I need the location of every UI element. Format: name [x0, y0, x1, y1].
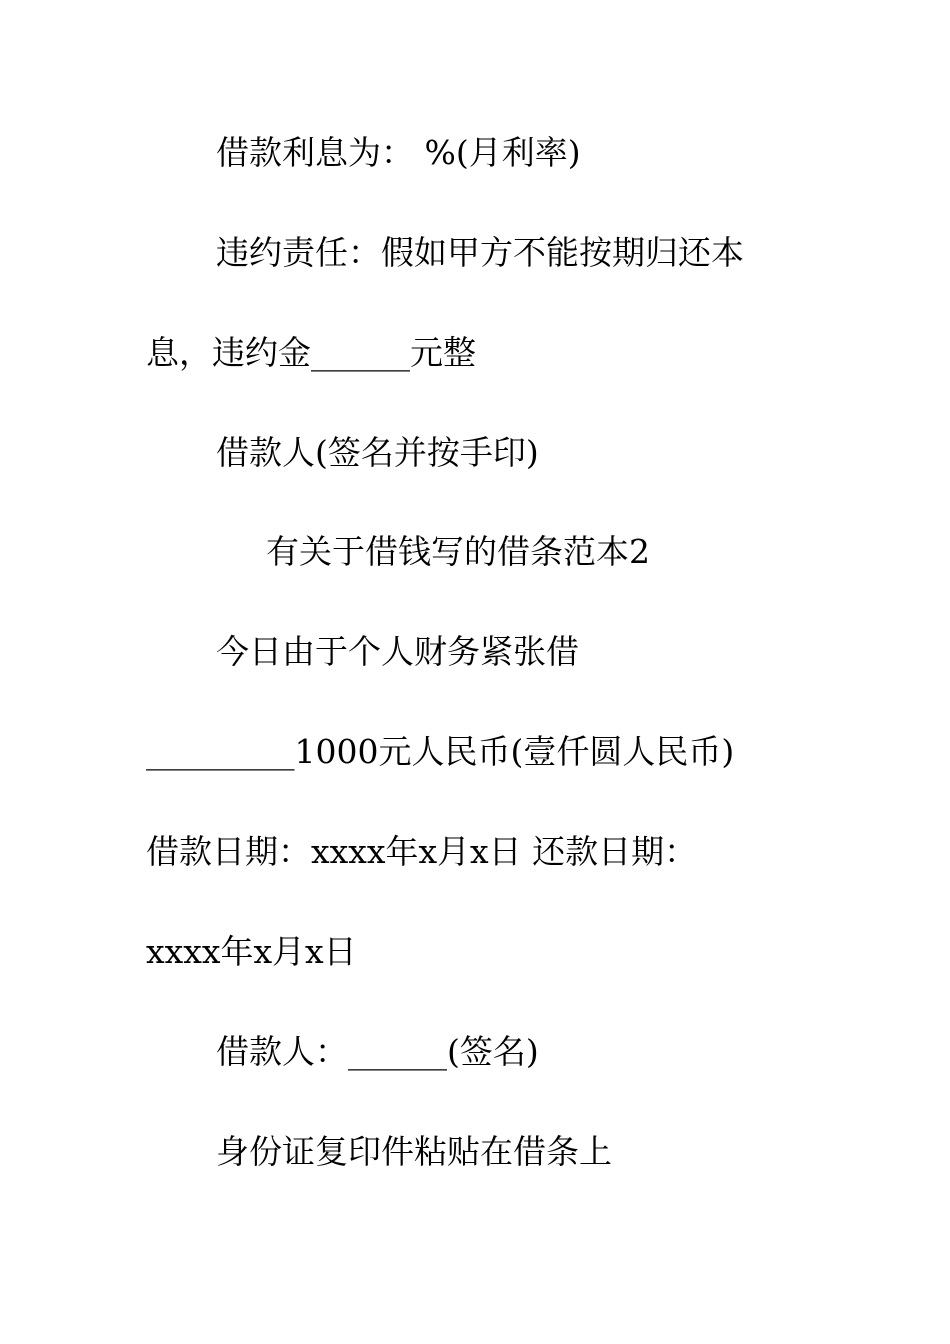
repayment-date-line: xxxx年x月x日: [146, 932, 357, 971]
borrower-signature-line: 借款人(签名并按手印): [216, 433, 539, 472]
loan-amount-line: _________1000元人民币(壹仟圆人民币): [146, 732, 735, 771]
section-heading: 有关于借钱写的借条范本2: [266, 532, 650, 571]
borrower-name-line: 借款人：______(签名): [216, 1032, 539, 1071]
interest-rate-line: 借款利息为： %(月利率): [216, 133, 581, 172]
reason-line: 今日由于个人财务紧张借: [216, 632, 579, 671]
loan-date-line: 借款日期：xxxx年x月x日 还款日期：: [146, 832, 698, 871]
id-copy-note-line: 身份证复印件粘贴在借条上: [216, 1132, 612, 1171]
penalty-amount-line: 息，违约金______元整: [146, 333, 476, 372]
liability-line: 违约责任：假如甲方不能按期归还本: [216, 233, 744, 272]
